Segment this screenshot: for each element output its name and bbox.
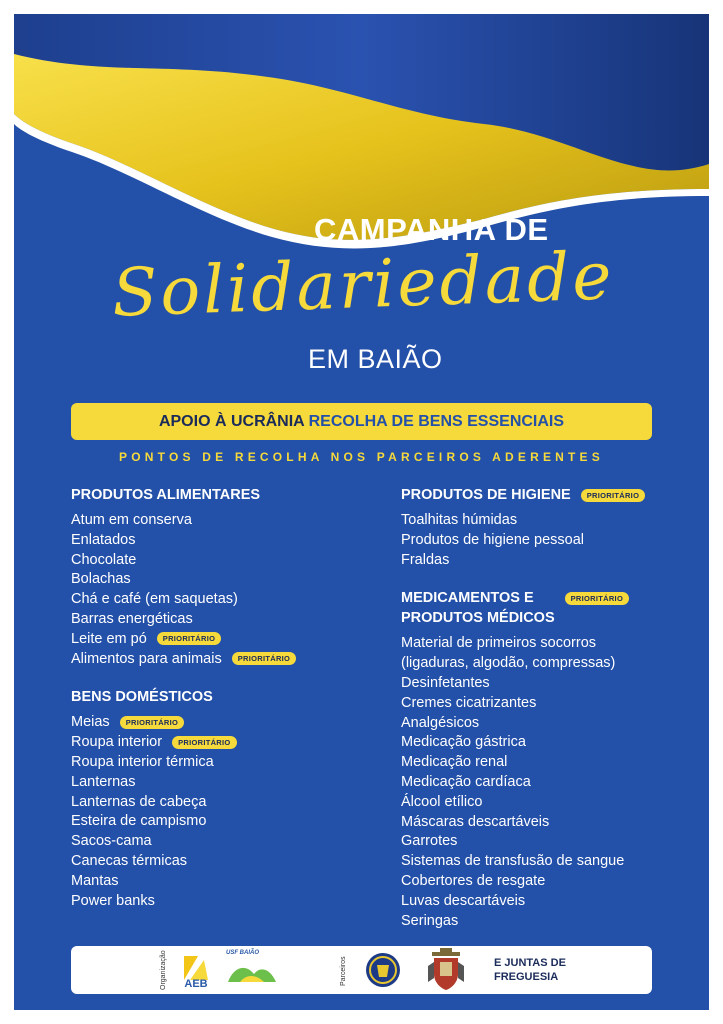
- right-column: [401, 485, 701, 949]
- item-list: [71, 713, 371, 911]
- list-item: Toalhitas húmidas: [401, 512, 518, 528]
- section-heading: PRODUTOS DE HIGIENE PRIORITÁRIO: [401, 485, 701, 505]
- left-column: [71, 485, 371, 929]
- list-item: Cobertores de resgate: [401, 872, 546, 889]
- list-item: Alimentos para animais PRIORITÁRIO: [71, 650, 371, 670]
- title-solidariedade: Solidariedade: [110, 237, 616, 332]
- parceiros-label: Parceiros: [340, 956, 347, 986]
- juntas-freguesia-text: E JUNTAS DE FREGUESIA: [494, 957, 566, 983]
- crest-icon: [365, 951, 401, 989]
- hills-icon: [226, 956, 278, 986]
- title-block: [14, 14, 709, 404]
- svg-text:AEB: AEB: [184, 978, 208, 990]
- list-item: Álcool etílico: [401, 793, 483, 810]
- section-domesticos: [71, 687, 371, 911]
- list-item: Power banks: [71, 892, 155, 909]
- list-item: Desinfetantes: [401, 674, 490, 691]
- list-item: Canecas térmicas: [71, 852, 188, 869]
- list-item: Fraldas: [401, 551, 450, 568]
- list-item: Medicação cardíaca: [401, 773, 531, 790]
- priority-badge: PRIORITÁRIO: [172, 736, 236, 749]
- priority-badge: PRIORITÁRIO: [565, 592, 629, 605]
- priority-badge: PRIORITÁRIO: [232, 652, 296, 665]
- title-em-baiao: EM BAIÃO: [308, 344, 443, 374]
- list-item: Atum em conserva: [71, 512, 192, 528]
- list-item: Garrotes: [401, 833, 458, 850]
- list-item: Máscaras descartáveis: [401, 813, 550, 830]
- list-item: Leite em pó PRIORITÁRIO: [71, 630, 371, 650]
- list-item: Medicação gástrica: [401, 734, 526, 751]
- poster: [14, 14, 709, 1010]
- item-list: [401, 634, 701, 931]
- list-item: Seringas: [401, 912, 459, 929]
- subtitle: PONTOS DE RECOLHA NOS PARCEIROS ADERENTES: [119, 450, 604, 464]
- list-item: Sistemas de transfusão de sangue: [401, 853, 625, 870]
- section-heading: PRODUTOS ALIMENTARES: [71, 487, 261, 503]
- list-item: Bolachas: [71, 571, 131, 588]
- aeb-logo: [180, 950, 212, 990]
- banner-part1: APOIO À UCRÂNIA: [158, 413, 305, 430]
- banner-part2: RECOLHA DE BENS ESSENCIAIS: [308, 413, 565, 430]
- partners-footer: [71, 946, 652, 994]
- priority-badge: PRIORITÁRIO: [120, 716, 184, 729]
- organizacao-label: Organização: [160, 950, 167, 990]
- section-alimentares: [71, 485, 371, 669]
- section-heading: MEDICAMENTOS E PRODUTOS MÉDICOS PRIORITÁRIO: [401, 588, 701, 628]
- list-item: Material de primeiros socorros: [401, 635, 597, 652]
- list-item: Medicação renal: [401, 754, 508, 771]
- list-item: Mantas: [71, 872, 119, 889]
- section-higiene: [401, 485, 701, 570]
- list-item: Lanternas: [71, 773, 136, 790]
- list-item: (ligaduras, algodão, compressas): [401, 655, 616, 672]
- priority-badge: PRIORITÁRIO: [581, 489, 645, 502]
- title-campanha: CAMPANHA DE: [314, 212, 549, 247]
- municipal-coat-of-arms-icon: [426, 948, 466, 992]
- list-item: Chocolate: [71, 551, 137, 568]
- list-item: Cremes cicatrizantes: [401, 694, 537, 711]
- list-item: Roupa interior PRIORITÁRIO: [71, 733, 371, 753]
- list-item: Esteira de campismo: [71, 813, 207, 830]
- list-item: Produtos de higiene pessoal: [401, 531, 584, 548]
- list-item: Chá e café (em saquetas): [71, 591, 238, 608]
- list-item: Sacos-cama: [71, 833, 152, 850]
- list-item: Roupa interior térmica: [71, 753, 214, 770]
- list-item: Luvas descartáveis: [401, 892, 526, 909]
- usf-logo-text: USF BAIÃO: [226, 950, 259, 956]
- list-item: Enlatados: [71, 531, 136, 548]
- section-medicamentos: [401, 588, 701, 931]
- usf-logo: [226, 950, 278, 990]
- list-item: Lanternas de cabeça: [71, 793, 207, 810]
- list-item: Barras energéticas: [71, 610, 193, 627]
- item-list: [401, 511, 701, 570]
- section-heading: BENS DOMÉSTICOS: [71, 689, 213, 706]
- priority-badge: PRIORITÁRIO: [157, 632, 221, 645]
- list-item: Analgésicos: [401, 714, 480, 731]
- item-list: [71, 511, 371, 669]
- list-item: Meias PRIORITÁRIO: [71, 713, 371, 733]
- campaign-banner: [71, 403, 652, 440]
